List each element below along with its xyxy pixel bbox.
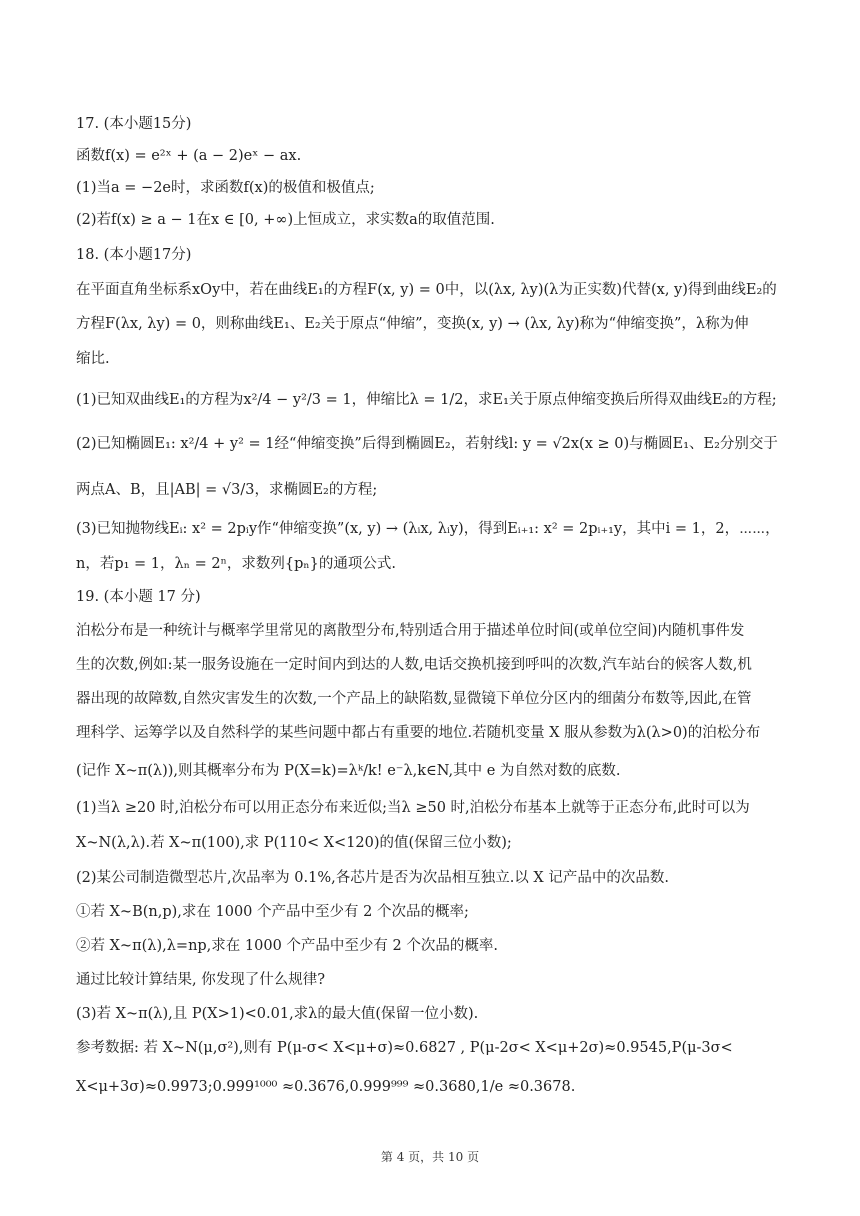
q19-reference-line2: X<μ+3σ)≈0.9973;0.999¹⁰⁰⁰ ≈0.3676,0.999⁹⁹⁹ ≈0.3680,1/e ≈0.3678. (76, 1079, 576, 1095)
q17-part1: (1)当a = −2e时，求函数f(x)的极值和极值点; (76, 180, 375, 196)
q18-part3-line2: n，若p₁ = 1，λₙ = 2ⁿ，求数列{pₙ}的通项公式. (76, 556, 396, 572)
q19-reference-line1: 参考数据: 若 X~N(μ,σ²),则有 P(μ-σ< X<μ+σ)≈0.6827 , P(μ-2σ< X<μ+2σ)≈0.9545,P(μ-3σ< (76, 1040, 733, 1056)
q17-part2: (2)若f(x) ≥ a − 1在x ∈ [0, +∞)上恒成立，求实数a的取值范围. (76, 212, 495, 228)
q19-intro-line5: (记作 X~π(λ)),则其概率分布为 P(X=k)=λᵏ/k! e⁻λ,k∈N,其中 e 为自然对数的底数. (76, 763, 621, 779)
q19-part2-ii: ②若 X~π(λ),λ=np,求在 1000 个产品中至少有 2 个次品的概率. (76, 938, 498, 954)
q18-intro-line3: 缩比. (76, 351, 110, 367)
q17-header: 17. (本小题15分) (76, 116, 192, 132)
q18-intro-line2: 方程F(λx, λy) = 0，则称曲线E₁、E₂关于原点“伸缩”，变换(x, y) → (λx, λy)称为“伸缩变换”，λ称为伸 (76, 316, 749, 332)
q19-part1-line2: X~N(λ,λ).若 X~π(100),求 P(110< X<120)的值(保留三位小数); (76, 835, 512, 851)
q19-part2-i: ①若 X~B(n,p),求在 1000 个产品中至少有 2 个次品的概率; (76, 904, 469, 920)
q19-part2: (2)某公司制造微型芯片,次品率为 0.1%,各芯片是否为次品相互独立.以 X 记产品中的次品数. (76, 870, 669, 886)
q18-intro-line1: 在平面直角坐标系xOy中，若在曲线E₁的方程F(x, y) = 0中，以(λx, λy)(λ为正实数)代替(x, y)得到曲线E₂的 (76, 282, 777, 298)
q19-header: 19. (本小题 17 分) (76, 589, 201, 605)
q18-header: 18. (本小题17分) (76, 247, 192, 263)
q19-intro-line4: 理科学、运筹学以及自然科学的某些问题中都占有重要的地位.若随机变量 X 服从参数为λ(λ>0)的泊松分布 (76, 725, 761, 741)
q19-intro-line3: 器出现的故障数,自然灾害发生的次数,一个产品上的缺陷数,显微镜下单位分区内的细菌分布数等,因此,在管 (76, 691, 752, 707)
q19-intro-line2: 生的次数,例如:某一服务设施在一定时间内到达的人数,电话交换机接到呼叫的次数,汽车站台的候客人数,机 (76, 657, 752, 673)
q18-part2-line1: (2)已知椭圆E₁: x²/4 + y² = 1经“伸缩变换”后得到椭圆E₂，若射线l: y = √2x(x ≥ 0)与椭圆E₁、E₂分别交于 (76, 436, 778, 452)
q19-part1-line1: (1)当λ ≥20 时,泊松分布可以用正态分布来近似;当λ ≥50 时,泊松分布基本上就等于正态分布,此时可以为 (76, 800, 750, 816)
q17-function: 函数f(x) = e²ˣ + (a − 2)eˣ − ax. (76, 148, 302, 164)
q18-part3-line1: (3)已知抛物线Eᵢ: x² = 2pᵢy作“伸缩变换”(x, y) → (λᵢx, λᵢy)，得到Eᵢ₊₁: x² = 2pᵢ₊₁y，其中i = 1，2，⋯⋯， (76, 521, 780, 537)
q18-part1: (1)已知双曲线E₁的方程为x²/4 − y²/3 = 1，伸缩比λ = 1/2，求E₁关于原点伸缩变换后所得双曲线E₂的方程; (76, 392, 777, 408)
q19-part2-question: 通过比较计算结果, 你发现了什么规律? (76, 972, 325, 988)
q19-part3: (3)若 X~π(λ),且 P(X>1)<0.01,求λ的最大值(保留一位小数). (76, 1006, 479, 1022)
q18-part2-line2: 两点A、B，且|AB| = √3/3，求椭圆E₂的方程; (76, 482, 378, 498)
page-footer: 第 4 页，共 10 页 (380, 1150, 480, 1164)
q19-intro-line1: 泊松分布是一种统计与概率学里常见的离散型分布,特别适合用于描述单位时间(或单位空间)内随机事件发 (76, 623, 745, 639)
